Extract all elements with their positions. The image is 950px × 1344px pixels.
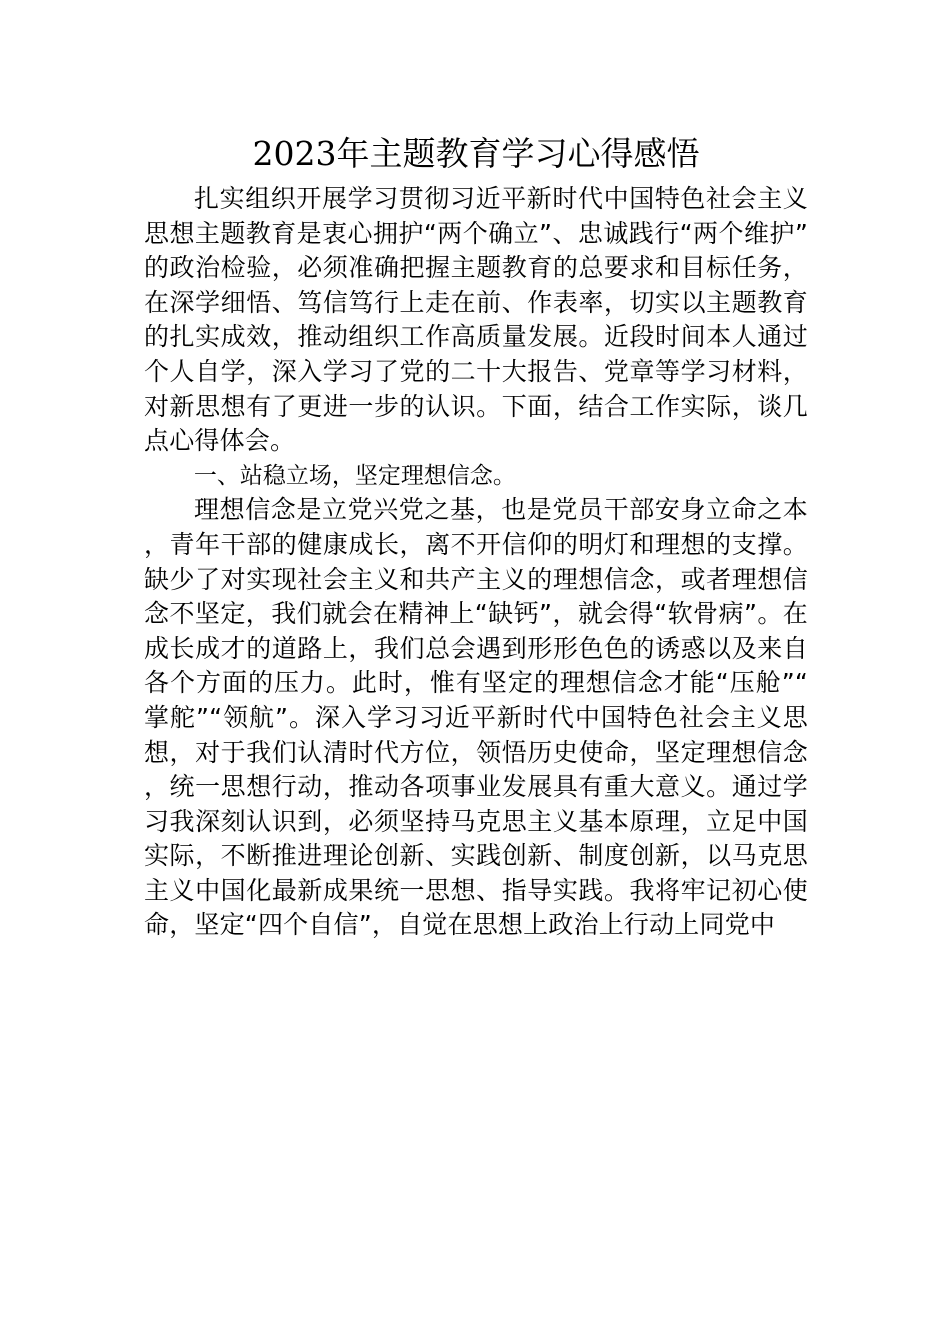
intro-paragraph: 扎实组织开展学习贯彻习近平新时代中国特色社会主义思想主题教育是衷心拥护“两个确立”、忠诚践行“两个维护”的政治检验，必须准确把握主题教育的总要求和目标任务，在深学细悟、笃信笃行上走在前、作表率，切实以主题教育的扎实成效，推动组织工作高质量发展。近段时间本人通过个人自学，深入学习了党的二十大报告、党章等学习材料，对新思想有了更进一步的认识。下面，结合工作实际，谈几点心得体会。 [144, 184, 808, 456]
document-title: 2023年主题教育学习心得感悟 [252, 134, 700, 173]
section-paragraph: 理想信念是立党兴党之基，也是党员干部安身立命之本，青年干部的健康成长，离不开信仰的明灯和理想的支撑。缺少了对实现社会主义和共产主义的理想信念，或者理想信念不坚定，我们就会在精神上“缺钙”，就会得“软骨病”。在成长成才的道路上，我们总会遇到形形色色的诱惑以及来自各个方面的压力。此时，惟有坚定的理想信念才能“压舱”“掌舵”“领航”。深入学习习近平新时代中国特色社会主义思想，对于我们认清时代方位，领悟历史使命，坚定理想信念，统一思想行动，推动各项事业发展具有重大意义。通过学习我深刻认识到，必须坚持马克思主义基本原理，立足中国实际，不断推进理论创新、实践创新、制度创新，以马克思主义中国化最新成果统一思想、指导实践。我将牢记初心使命，坚定“四个自信”，自觉在思想上政治上行动上同党中 [144, 495, 808, 940]
section-heading: 一、站稳立场，坚定理想信念。 [193, 462, 516, 489]
document-page [144, 126, 808, 943]
